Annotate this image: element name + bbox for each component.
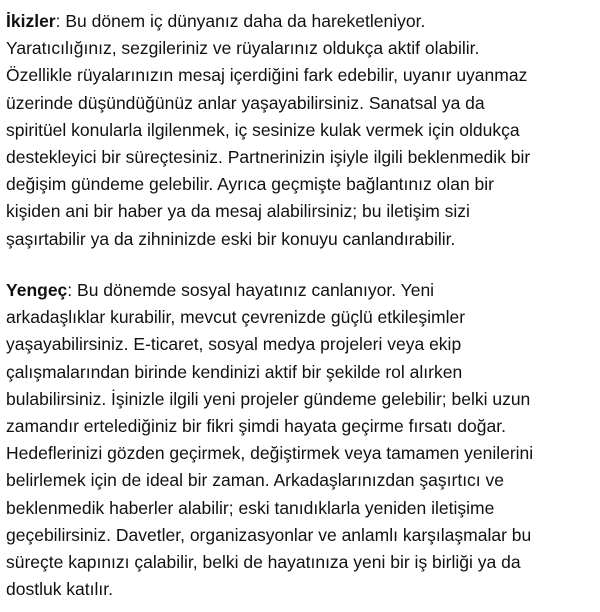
- yengec-line: Hedeflerinizi gözden geçirmek, değiştirmek veya tamamen yenilerini: [6, 443, 534, 464]
- ikizler-line: şaşırtabilir ya da zihninizde eski bir konuyu canlandırabilir.: [6, 228, 456, 249]
- ikizler-line: Özellikle rüyalarınızın mesaj içerdiğini fark edebilir, uyanır uyanmaz: [6, 65, 528, 86]
- sign-name-ikizler: İkizler: [6, 11, 56, 31]
- yengec-line: dostluk katılır.: [6, 579, 113, 600]
- ikizler-line: spiritüel konularla ilgilenmek, iç sesinize kulak vermek için oldukça: [6, 119, 520, 140]
- yengec-line: arkadaşlıklar kurabilir, mevcut çevrenizde güçlü etkileşimler: [6, 307, 466, 328]
- ikizler-line: kişiden ani bir haber ya da mesaj alabilirsiniz; bu iletişim sizi: [6, 201, 470, 222]
- ikizler-intro: : Bu dönem iç dünyanız daha da hareketleniyor.: [55, 11, 426, 31]
- sign-name-yengec: Yengeç: [6, 280, 68, 300]
- yengec-line: bulabilirsiniz. İşinizle ilgili yeni projeler gündeme gelebilir; belki uzun: [6, 388, 531, 409]
- yengec-line: çalışmalarından birinde kendinizi aktif bir şekilde rol alırken: [6, 361, 463, 382]
- yengec-line: geçebilirsiniz. Davetler, organizasyonlar ve anlamlı karşılaşmalar bu: [6, 524, 532, 545]
- yengec-line: beklenmedik haberler alabilir; eski tanıdıklarla yeniden iletişime: [6, 497, 495, 518]
- yengec-line: yaşayabilirsiniz. E-ticaret, sosyal medya projeleri veya ekip: [6, 334, 462, 355]
- ikizler-line: üzerinde düşündüğünüz anlar yaşayabilirsiniz. Sanatsal ya da: [6, 92, 485, 113]
- horoscope-yengec: [6, 277, 533, 603]
- ikizler-line: Yaratıcılığınız, sezgileriniz ve rüyalarınız oldukça aktif olabilir.: [6, 38, 480, 59]
- yengec-line: zamandır ertelediğiniz bir fikri şimdi hayata geçirme fırsatı doğar.: [6, 416, 506, 437]
- yengec-intro: : Bu dönemde sosyal hayatınız canlanıyor. Yeni: [67, 280, 435, 300]
- ikizler-line-1: [6, 8, 530, 35]
- ikizler-line: değişim gündeme gelebilir. Ayrıca geçmişte bağlantınız olan bir: [6, 174, 495, 195]
- yengec-line: süreçte kapınızı çalabilir, belki de hayatınıza yeni bir iş birliği ya da: [6, 552, 521, 573]
- ikizler-line: destekleyici bir süreçtesiniz. Partnerinizin işiyle ilgili beklenmedik bir: [6, 147, 531, 168]
- yengec-line-1: [6, 277, 533, 304]
- horoscope-ikizler: [6, 8, 530, 253]
- yengec-line: belirlemek için de ideal bir zaman. Arkadaşlarınızdan şaşırtıcı ve: [6, 470, 505, 491]
